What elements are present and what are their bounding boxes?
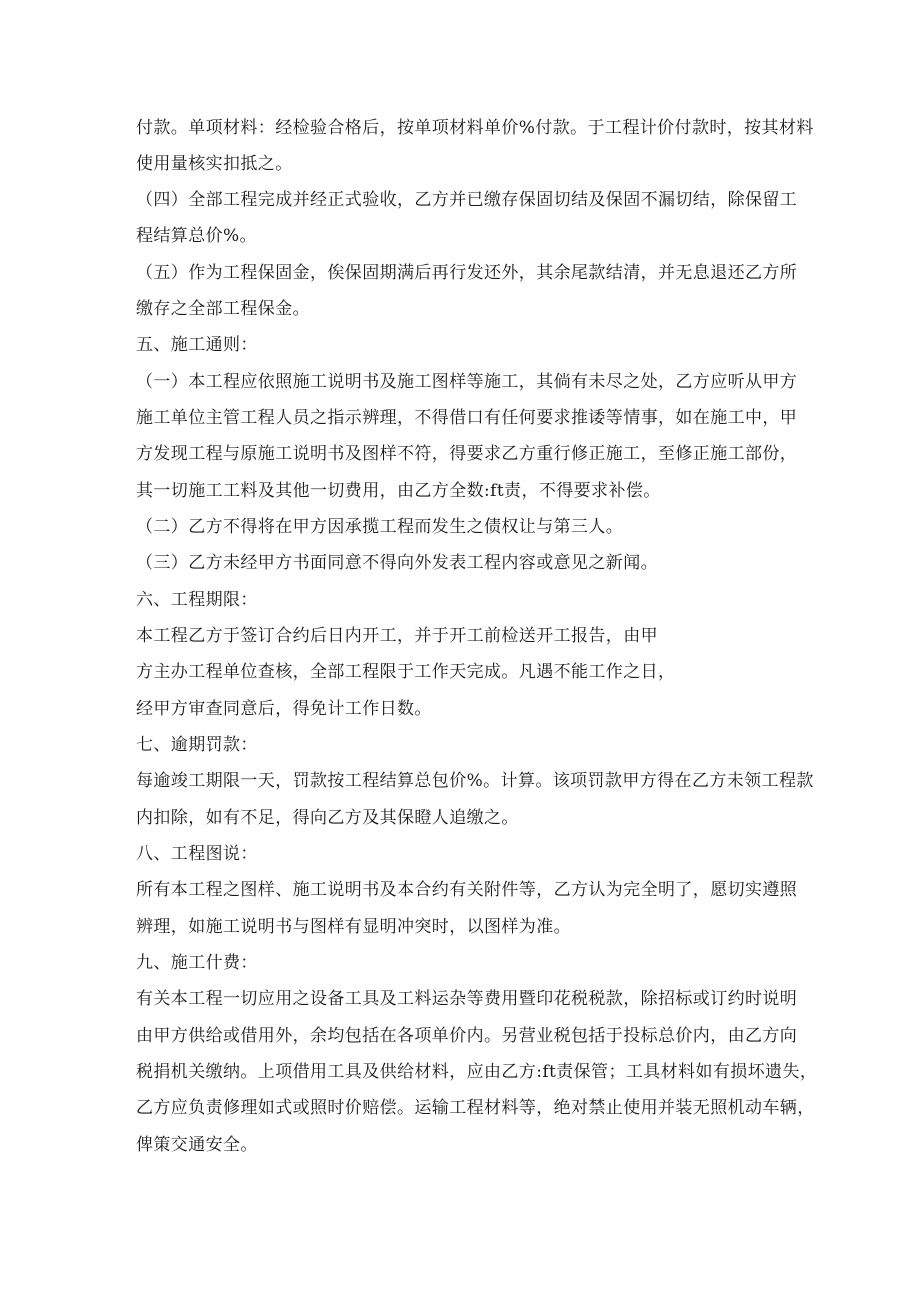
text-line: 内扣除，如有不足，得向乙方及其保瞪人追缴之。 xyxy=(136,808,519,828)
section-heading: 八、工程图说： xyxy=(136,844,258,864)
text-line: 俾策交通安全。 xyxy=(136,1135,258,1155)
text-line: 其一切施工工料及其他一切费用，由乙方全数:ft责，不得要求补偿。 xyxy=(136,481,661,501)
text-line: （四）全部工程完成并经正式验收，乙方并已缴存保固切结及保固不漏切结，除保留工 xyxy=(136,190,798,210)
text-line: 施工单位主管工程人员之指示辨理，不得借口有任何要求推诿等情事，如在施工中，甲 xyxy=(136,408,798,428)
section-heading: 七、逾期罚款： xyxy=(136,735,258,755)
text-line: 程结算总价%。 xyxy=(136,226,257,246)
text-line: 辨理，如施工说明书与图样有显明冲突时，以图样为准。 xyxy=(136,917,571,937)
section-heading: 九、施工什费： xyxy=(136,953,258,973)
text-line: （三）乙方未经甲方书面同意不得向外发表工程内容或意见之新闻。 xyxy=(136,553,658,573)
text-line: 乙方应负责修理如式或照时价赔偿。运输工程材料等，绝对禁止使用并装无照机动车辆， xyxy=(136,1098,815,1118)
section-heading: 六、工程期限： xyxy=(136,590,258,610)
text-line: （五）作为工程保固金，俟保固期满后再行发还外，其余尾款结清，并无息退还乙方所 xyxy=(136,263,798,283)
text-line: 税捐机关缴纳。上项借用工具及供给材料，应由乙方:ft责保管；工具材料如有损坏遗失， xyxy=(136,1062,818,1082)
text-line: 付款。单项材料：经检验合格后，按单项材料单价%付款。于工程计价付款时，按其材料 xyxy=(136,118,814,138)
text-line: 方发现工程与原施工说明书及图样不符，得要求乙方重行修正施工，至修正施工部份， xyxy=(136,444,798,464)
section-heading: 五、施工通则： xyxy=(136,335,258,355)
text-line: 有关本工程一切应用之设备工具及工料运杂等费用暨印花税税款，除招标或订约时说明 xyxy=(136,989,798,1009)
text-line: 经甲方审查同意后，得免计工作日数。 xyxy=(136,699,432,719)
text-line: （二）乙方不得将在甲方因承揽工程而发生之债权让与第三人。 xyxy=(136,517,624,537)
text-line: 由甲方供给或借用外，余均包括在各项单价内。另营业税包括于投标总价内，由乙方向 xyxy=(136,1026,798,1046)
text-line: 方主办工程单位查核，全部工程限于工作天完成。凡遇不能工作之日， xyxy=(136,662,676,682)
text-line: 缴存之全部工程保金。 xyxy=(136,299,310,319)
text-line: 本工程乙方于签订合约后日内开工，并于开工前检送开工报告，由甲 xyxy=(136,626,658,646)
text-line: 所有本工程之图样、施工说明书及本合约有关附件等，乙方认为完全明了，愿切实遵照 xyxy=(136,880,798,900)
text-line: 使用量核实扣抵之。 xyxy=(136,154,293,174)
text-line: （一）本工程应依照施工说明书及施工图样等施工，其倘有未尽之处，乙方应听从甲方 xyxy=(136,372,798,392)
text-line: 每逾竣工期限一天，罚款按工程结算总包价%。计算。该项罚款甲方得在乙方未领工程款 xyxy=(136,771,814,791)
